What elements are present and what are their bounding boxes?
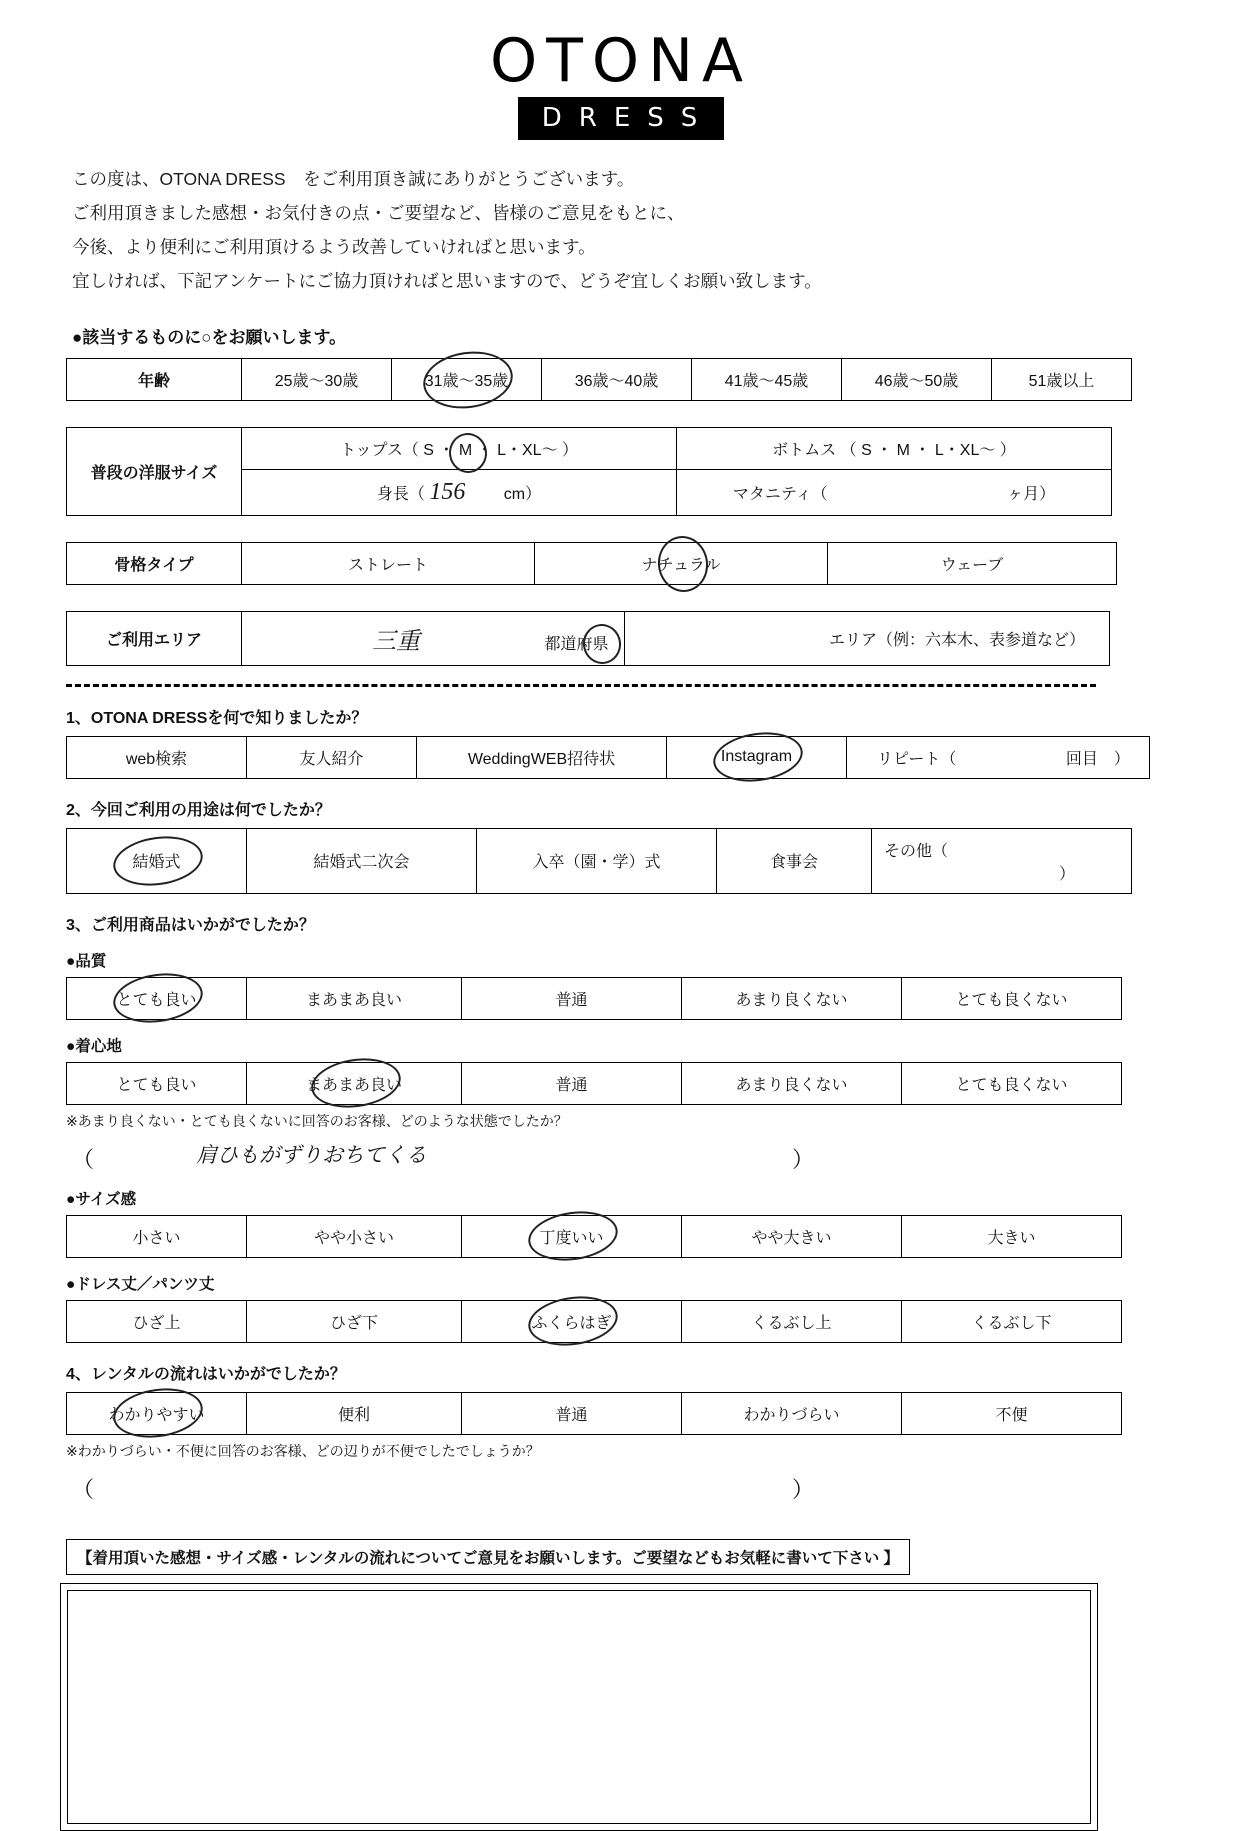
q2-option-other[interactable] [872,828,1132,893]
age-label: 年齢 [67,358,242,400]
paren-close: ） [792,1476,815,1502]
q4-option-0-selected: わかりやすい [108,1402,204,1425]
age-option-3[interactable]: 41歳〜45歳 [692,358,842,400]
comfort-option-2[interactable]: 普通 [462,1062,682,1104]
length-option-2[interactable] [462,1300,682,1342]
intro-line-1: この度は、OTONA DRESS をご利用頂き誠にありがとうございます。 [72,169,635,189]
body-type-label: 骨格タイプ [67,542,242,584]
logo-wordmark: OTONA [489,26,753,96]
quality-option-0-selected: とても良い [116,987,196,1010]
q4-option-2[interactable]: 普通 [462,1392,682,1434]
body-type-option-1-selected: ナチュラル [641,552,720,575]
size-feel-option-0[interactable]: 小さい [67,1215,247,1257]
age-option-1-selected: 31歳〜35歳 [425,368,509,391]
body-type-table [66,542,1117,585]
height-label: 身長（ [376,485,425,503]
q2-option-afterparty[interactable]: 結婚式二次会 [247,828,477,893]
intro-line-2: ご利用頂きました感想・お気付きの点・ご要望など、皆様のご意見をもとに、 [72,203,685,224]
table-row [67,828,1132,893]
quality-option-4[interactable]: とても良くない [902,977,1122,1019]
length-option-1[interactable]: ひざ下 [247,1300,462,1342]
height-value: 156 [429,478,466,505]
tops-prefix: トップス（ S ・ [339,441,459,459]
age-table [66,358,1132,401]
comfort-option-3[interactable]: あまり良くない [682,1062,902,1104]
quality-option-1[interactable]: まあまあ良い [247,977,462,1019]
section-divider [66,684,1096,687]
age-option-2[interactable]: 36歳〜40歳 [542,358,692,400]
q1-option-weddingweb[interactable]: WeddingWEB招待状 [417,736,667,778]
maternity-label: マタニティ（ [732,485,828,503]
comfort-option-0[interactable]: とても良い [67,1062,247,1104]
age-option-0[interactable]: 25歳〜30歳 [242,358,392,400]
quality-option-2[interactable]: 普通 [462,977,682,1019]
prefecture-choices: 都道府 [544,635,593,653]
area-table [66,611,1110,666]
q1-option-instagram[interactable] [667,736,847,778]
age-option-5[interactable]: 51歳以上 [992,358,1132,400]
clothing-size-label: 普段の洋服サイズ [67,427,242,515]
q3-comfort-label: ●着心地 [66,1037,122,1055]
table-row [67,1300,1122,1342]
comfort-answer: 肩ひもがずりおちてくる [196,1142,427,1167]
prefecture-selected: 県 [592,631,608,654]
q3-quality-label: ●品質 [66,952,107,970]
age-option-1[interactable] [392,358,542,400]
table-row [67,977,1122,1019]
table-row [67,542,1117,584]
free-comment-area[interactable] [67,1590,1091,1824]
intro-line-4: 宜しければ、下記アンケートにご協力頂ければと思いますので、どうぞ宜しくお願い致します。 [72,271,822,292]
q1-option-repeat[interactable] [847,736,1150,778]
tops-size-cell[interactable] [242,427,677,469]
q3-size-feel-table [66,1215,1122,1258]
comfort-option-1[interactable] [247,1062,462,1104]
quality-option-0[interactable] [67,977,247,1019]
intro-paragraph [72,162,1242,299]
bottoms-size-cell[interactable]: ボトムス （ S ・ M ・ L・XL〜 ） [677,427,1112,469]
length-option-3[interactable]: くるぶし上 [682,1300,902,1342]
size-feel-option-1[interactable]: やや小さい [247,1215,462,1257]
area-label: ご利用エリア [67,611,242,665]
table-row [67,358,1132,400]
clothing-size-table [66,427,1112,516]
q1-title: 1、OTONA DRESSを何で知りましたか？ [66,709,368,727]
q2-other-suffix: ） [1059,865,1076,883]
maternity-unit: ヶ月） [1007,485,1056,503]
paren-open: （ [72,1146,95,1172]
age-option-4[interactable]: 46歳〜50歳 [842,358,992,400]
table-row [67,1215,1122,1257]
q4-answer-line[interactable] [66,1469,1096,1513]
paren-open: （ [72,1476,95,1502]
length-option-2-selected: ふくらはぎ [531,1310,611,1333]
prefecture-cell[interactable] [242,611,625,665]
instruction-text: ●該当するものに○をお願いします。 [72,327,347,347]
paren-close: ） [792,1146,815,1172]
comfort-answer-line[interactable] [66,1139,1096,1183]
q3-title: 3、ご利用商品はいかがでしたか？ [66,916,315,934]
size-feel-option-2-selected: 丁度いい [539,1225,603,1248]
table-row [67,611,1110,665]
free-comment-box[interactable] [60,1583,1098,1831]
q2-other-label: その他（ [884,842,949,860]
q2-table [66,828,1132,894]
size-feel-option-3[interactable]: やや大きい [682,1215,902,1257]
body-type-option-1[interactable] [535,542,828,584]
area-detail-cell[interactable] [625,611,1110,665]
q4-option-3[interactable]: わかりづらい [682,1392,902,1434]
q2-option-ceremony[interactable]: 入卒（園・学）式 [477,828,717,893]
quality-option-3[interactable]: あまり良くない [682,977,902,1019]
size-feel-option-4[interactable]: 大きい [902,1215,1122,1257]
body-type-option-2[interactable]: ウェーブ [828,542,1117,584]
q1-repeat-label: リピート（ [877,750,957,768]
q1-table [66,736,1150,779]
size-feel-option-2[interactable] [462,1215,682,1257]
logo-subtitle: DRESS [518,97,725,140]
q1-repeat-suffix: 回目 ） [1065,750,1130,768]
q2-option-wedding-selected: 結婚式 [132,849,180,872]
length-option-0[interactable]: ひざ上 [67,1300,247,1342]
comfort-option-4[interactable]: とても良くない [902,1062,1122,1104]
table-row [67,1062,1122,1104]
q2-option-wedding[interactable] [67,828,247,893]
intro-line-3: 今後、より便利にご利用頂けるよう改善していければと思います。 [72,237,596,258]
comfort-note: ※あまり良くない・とても良くないに回答のお客様、どのような状態でしたか？ [66,1112,568,1129]
free-comment-title: 【着用頂いた感想・サイズ感・レンタルの流れについてご意見をお願いします。ご要望などもお気軽に書いて下さい 】 [66,1539,910,1575]
table-row [67,736,1150,778]
q3-quality-table [66,977,1122,1020]
height-unit: cm） [503,485,542,503]
q3-comfort-table [66,1062,1122,1105]
q1-option-web[interactable]: web検索 [67,736,247,778]
q4-table [66,1392,1122,1435]
q3-length-label: ●ドレス丈／パンツ丈 [66,1275,215,1293]
tops-suffix: ・ L・XL〜 ） [472,441,579,459]
prefecture-value: 三重 [372,628,420,655]
comfort-option-1-selected: まあまあ良い [306,1072,402,1095]
q1-option-instagram-selected: Instagram [720,748,793,765]
body-type-option-0[interactable]: ストレート [242,542,535,584]
q4-option-0[interactable] [67,1392,247,1434]
brand-logo [0,0,1242,140]
length-option-4[interactable]: くるぶし下 [902,1300,1122,1342]
area-hint: エリア（例：六本木、表参道など） [828,631,1085,649]
table-row [67,427,1112,469]
q4-note: ※わかりづらい・不便に回答のお客様、どの辺りが不便でしたでしょうか？ [66,1442,540,1459]
q2-option-dining[interactable]: 食事会 [717,828,872,893]
table-row [67,1392,1122,1434]
q1-option-friend[interactable]: 友人紹介 [247,736,417,778]
maternity-cell[interactable] [677,469,1112,515]
q2-title: 2、今回ご利用の用途は何でしたか？ [66,801,331,819]
q4-title: 4、レンタルの流れはいかがでしたか？ [66,1365,346,1383]
q3-length-table [66,1300,1122,1343]
height-cell[interactable] [242,469,677,515]
q4-option-4[interactable]: 不便 [902,1392,1122,1434]
q3-size-feel-label: ●サイズ感 [66,1190,137,1208]
tops-selected-size: M [458,441,473,459]
q4-option-1[interactable]: 便利 [247,1392,462,1434]
